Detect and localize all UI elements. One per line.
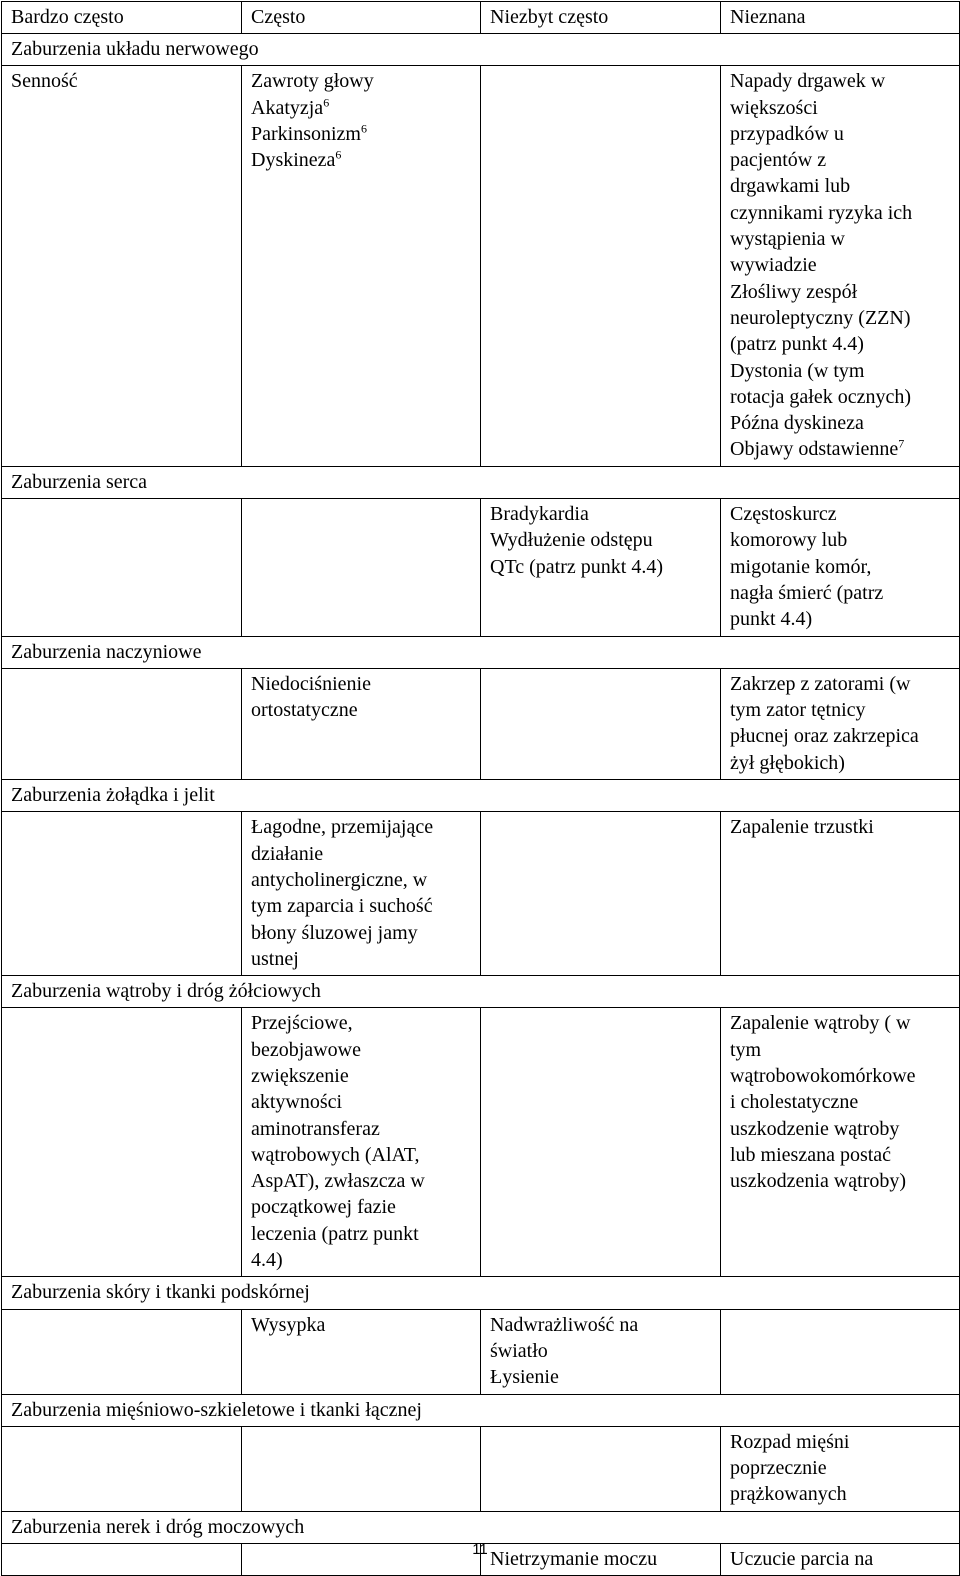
cell-line-text: leczenia (patrz punkt xyxy=(251,1222,419,1245)
cell-line xyxy=(251,68,471,94)
cell-line-text: Wydłużenie odstępu xyxy=(490,529,653,552)
cell-common xyxy=(242,1309,481,1394)
cell-line-text: Dystonia (w tym xyxy=(730,359,865,382)
cell-line xyxy=(251,697,471,723)
cell-common xyxy=(242,812,481,976)
cell-line-text: i cholestatyczne xyxy=(730,1091,859,1114)
section-title-row xyxy=(2,1277,960,1309)
cell-line xyxy=(11,68,232,94)
cell-line xyxy=(730,750,950,776)
cell-very-common xyxy=(2,499,242,636)
section-content-row xyxy=(2,1426,960,1511)
cell-line xyxy=(251,867,471,893)
cell-line xyxy=(251,1089,471,1115)
cell-line-text: zwiększenie xyxy=(251,1064,349,1087)
section-content-row xyxy=(2,668,960,779)
cell-line-text: ustnej xyxy=(251,947,299,970)
cell-common xyxy=(242,668,481,779)
cell-line-text: wystąpienia w xyxy=(730,228,845,251)
cell-line xyxy=(730,279,950,305)
cell-uncommon xyxy=(481,66,721,466)
cell-very-common xyxy=(2,66,242,466)
cell-line-text: Łysienie xyxy=(490,1366,559,1389)
section-title-row xyxy=(2,34,960,66)
header-uncommon: Niezbyt często xyxy=(481,2,721,34)
cell-line-text: tym zator tętnicy xyxy=(730,699,866,722)
cell-line xyxy=(490,501,711,527)
section-title: Zaburzenia nerek i dróg moczowych xyxy=(2,1511,960,1543)
cell-line xyxy=(490,554,711,580)
cell-line-text: migotanie komór, xyxy=(730,555,872,578)
cell-line xyxy=(251,121,471,147)
cell-line xyxy=(730,305,950,331)
cell-common xyxy=(242,1008,481,1277)
cell-line xyxy=(251,1010,471,1036)
cell-line xyxy=(251,1037,471,1063)
section-content-row xyxy=(2,66,960,466)
cell-line xyxy=(730,501,950,527)
cell-very-common xyxy=(2,1008,242,1277)
cell-uncommon xyxy=(481,1309,721,1394)
cell-line xyxy=(730,1089,950,1115)
cell-line-text: Dyskineza xyxy=(251,149,336,172)
cell-line-text: bezobjawowe xyxy=(251,1038,361,1061)
cell-line-text: neuroleptyczny (ZZN) xyxy=(730,306,911,329)
cell-line xyxy=(730,1063,950,1089)
cell-line xyxy=(730,697,950,723)
cell-line xyxy=(490,1312,711,1338)
cell-uncommon xyxy=(481,1426,721,1511)
cell-line-text: Akatyzja xyxy=(251,96,324,119)
cell-line xyxy=(730,331,950,357)
cell-line xyxy=(730,723,950,749)
cell-line-text: punkt 4.4) xyxy=(730,608,813,631)
cell-unknown xyxy=(721,668,960,779)
cell-line xyxy=(730,554,950,580)
section-content-row xyxy=(2,812,960,976)
cell-common xyxy=(242,1426,481,1511)
cell-very-common xyxy=(2,668,242,779)
cell-unknown xyxy=(721,1309,960,1394)
section-title: Zaburzenia skóry i tkanki podskórnej xyxy=(2,1277,960,1309)
cell-uncommon xyxy=(481,668,721,779)
cell-line-text: przypadków u xyxy=(730,122,844,145)
cell-line-text: Rozpad mięśni xyxy=(730,1430,850,1453)
cell-line-text: Łagodne, przemijające xyxy=(251,816,434,839)
cell-line-text: błony śluzowej jamy xyxy=(251,921,418,944)
cell-very-common xyxy=(2,1309,242,1394)
cell-line-text: Zakrzep z zatorami (w xyxy=(730,672,911,695)
cell-line xyxy=(730,121,950,147)
cell-line-text: działanie xyxy=(251,842,324,865)
cell-line xyxy=(490,1338,711,1364)
cell-line-text: uszkodzenie wątroby xyxy=(730,1117,900,1140)
cell-line xyxy=(730,1168,950,1194)
cell-line-text: Niedociśnienie xyxy=(251,672,371,695)
cell-line-text: tym zaparcia i suchość xyxy=(251,895,433,918)
cell-line-text: ortostatyczne xyxy=(251,699,358,722)
cell-line xyxy=(251,1312,471,1338)
cell-common xyxy=(242,499,481,636)
cell-line-text: Nietrzymanie moczu xyxy=(490,1548,658,1571)
cell-line-text: Późna dyskineza xyxy=(730,412,864,435)
cell-line xyxy=(251,814,471,840)
cell-line-text: antycholinergiczne, w xyxy=(251,868,428,891)
cell-line-text: pacjentów z xyxy=(730,149,827,172)
cell-line-text: Zapalenie wątroby ( w xyxy=(730,1012,911,1035)
section-title: Zaburzenia naczyniowe xyxy=(2,636,960,668)
cell-line-text: prążkowanych xyxy=(730,1483,847,1506)
cell-line-text: Zapalenie trzustki xyxy=(730,816,874,839)
cell-line xyxy=(251,893,471,919)
cell-line-text: światło xyxy=(490,1339,548,1362)
cell-line-text: rotacja gałek ocznych) xyxy=(730,385,912,408)
cell-line xyxy=(730,252,950,278)
cell-line-text: Senność xyxy=(11,70,78,93)
cell-line xyxy=(730,1429,950,1455)
section-content-row xyxy=(2,499,960,636)
cell-line-text: większości xyxy=(730,96,818,119)
cell-unknown xyxy=(721,812,960,976)
cell-line-text: drgawkami lub xyxy=(730,175,851,198)
cell-common xyxy=(242,66,481,466)
cell-line-text: wątrobowokomórkowe xyxy=(730,1064,916,1087)
cell-line-text: Napady drgawek w xyxy=(730,70,886,93)
cell-line xyxy=(730,68,950,94)
cell-line-text: Parkinsonizm xyxy=(251,122,361,145)
cell-line xyxy=(730,606,950,632)
section-title-row xyxy=(2,1394,960,1426)
cell-line xyxy=(730,358,950,384)
cell-line xyxy=(251,1194,471,1220)
cell-line xyxy=(251,147,471,173)
cell-line xyxy=(251,1168,471,1194)
cell-line-text: Przejściowe, xyxy=(251,1012,353,1035)
cell-uncommon xyxy=(481,1008,721,1277)
cell-line xyxy=(251,920,471,946)
cell-line-text: (patrz punkt 4.4) xyxy=(730,333,864,356)
cell-line xyxy=(251,1247,471,1273)
cell-line-text: 4.4) xyxy=(251,1249,283,1272)
cell-line xyxy=(251,1116,471,1142)
cell-line-text: QTc (patrz punkt 4.4) xyxy=(490,555,663,578)
cell-line-text: Uczucie parcia na xyxy=(730,1548,874,1571)
cell-line xyxy=(490,527,711,553)
section-title-row xyxy=(2,466,960,498)
cell-very-common xyxy=(2,1426,242,1511)
section-content-row xyxy=(2,1008,960,1277)
cell-line-text: AspAT), zwłaszcza w xyxy=(251,1170,425,1193)
section-title: Zaburzenia wątroby i dróg żółciowych xyxy=(2,976,960,1008)
cell-line-text: wątrobowych (AlAT, xyxy=(251,1143,420,1166)
header-very-common: Bardzo często xyxy=(2,2,242,34)
cell-line xyxy=(251,1063,471,1089)
cell-line-text: Bradykardia xyxy=(490,503,589,526)
cell-line xyxy=(730,1455,950,1481)
cell-line xyxy=(730,1142,950,1168)
cell-unknown xyxy=(721,499,960,636)
cell-uncommon xyxy=(481,812,721,976)
cell-line xyxy=(251,841,471,867)
cell-line xyxy=(251,671,471,697)
header-common: Często xyxy=(242,2,481,34)
cell-line xyxy=(730,1481,950,1507)
section-title: Zaburzenia układu nerwowego xyxy=(2,34,960,66)
footnote-marker: 7 xyxy=(898,436,905,451)
cell-line-text: poprzecznie xyxy=(730,1457,827,1480)
header-unknown: Nieznana xyxy=(721,2,960,34)
cell-line-text: Częstoskurcz xyxy=(730,503,837,526)
cell-line xyxy=(730,384,950,410)
cell-line xyxy=(730,200,950,226)
cell-line xyxy=(730,95,950,121)
cell-line xyxy=(251,1221,471,1247)
section-title-row xyxy=(2,636,960,668)
cell-line-text: aktywności xyxy=(251,1091,343,1114)
cell-line-text: Objawy odstawienne xyxy=(730,438,899,461)
cell-line xyxy=(730,1037,950,1063)
cell-line xyxy=(251,95,471,121)
cell-uncommon xyxy=(481,499,721,636)
footnote-marker: 6 xyxy=(323,94,330,109)
cell-line-text: komorowy lub xyxy=(730,529,848,552)
cell-line xyxy=(730,436,950,462)
section-title: Zaburzenia mięśniowo-szkieletowe i tkanki łącznej xyxy=(2,1394,960,1426)
section-title-row xyxy=(2,1511,960,1543)
cell-line-text: aminotransferaz xyxy=(251,1117,380,1140)
cell-line-text: czynnikami ryzyka ich xyxy=(730,201,913,224)
page-number: 11 xyxy=(472,1541,488,1558)
header-row xyxy=(2,2,960,34)
cell-line xyxy=(730,147,950,173)
cell-line-text: lub mieszana postać xyxy=(730,1143,892,1166)
cell-line xyxy=(730,1116,950,1142)
cell-line-text: uszkodzenia wątroby) xyxy=(730,1170,907,1193)
section-content-row xyxy=(2,1309,960,1394)
cell-line-text: początkowej fazie xyxy=(251,1196,396,1219)
cell-line xyxy=(730,814,950,840)
cell-line-text: nagła śmierć (patrz xyxy=(730,581,884,604)
cell-line-text: żył głębokich) xyxy=(730,751,845,774)
section-title: Zaburzenia żołądka i jelit xyxy=(2,780,960,812)
cell-line-text: wywiadzie xyxy=(730,254,817,277)
cell-line xyxy=(251,946,471,972)
cell-line xyxy=(730,527,950,553)
cell-unknown xyxy=(721,1008,960,1277)
footnote-marker: 6 xyxy=(335,147,342,162)
section-title-row xyxy=(2,780,960,812)
cell-line xyxy=(730,580,950,606)
cell-line xyxy=(730,173,950,199)
cell-line xyxy=(730,1010,950,1036)
section-title: Zaburzenia serca xyxy=(2,466,960,498)
footnote-marker: 6 xyxy=(361,121,367,136)
cell-line-text: Złośliwy zespół xyxy=(730,280,858,303)
adverse-effects-table xyxy=(1,1,960,1576)
cell-line xyxy=(730,410,950,436)
cell-unknown xyxy=(721,1426,960,1511)
cell-line xyxy=(251,1142,471,1168)
cell-line-text: płucnej oraz zakrzepica xyxy=(730,725,919,748)
section-title-row xyxy=(2,976,960,1008)
cell-line-text: Wysypka xyxy=(251,1313,326,1336)
cell-very-common xyxy=(2,812,242,976)
cell-line-text: Nadwrażliwość na xyxy=(490,1313,639,1336)
cell-line-text: Zawroty głowy xyxy=(251,70,374,93)
cell-unknown xyxy=(721,66,960,466)
cell-line xyxy=(730,226,950,252)
cell-line xyxy=(730,671,950,697)
cell-line xyxy=(490,1364,711,1390)
cell-line-text: tym xyxy=(730,1038,762,1061)
